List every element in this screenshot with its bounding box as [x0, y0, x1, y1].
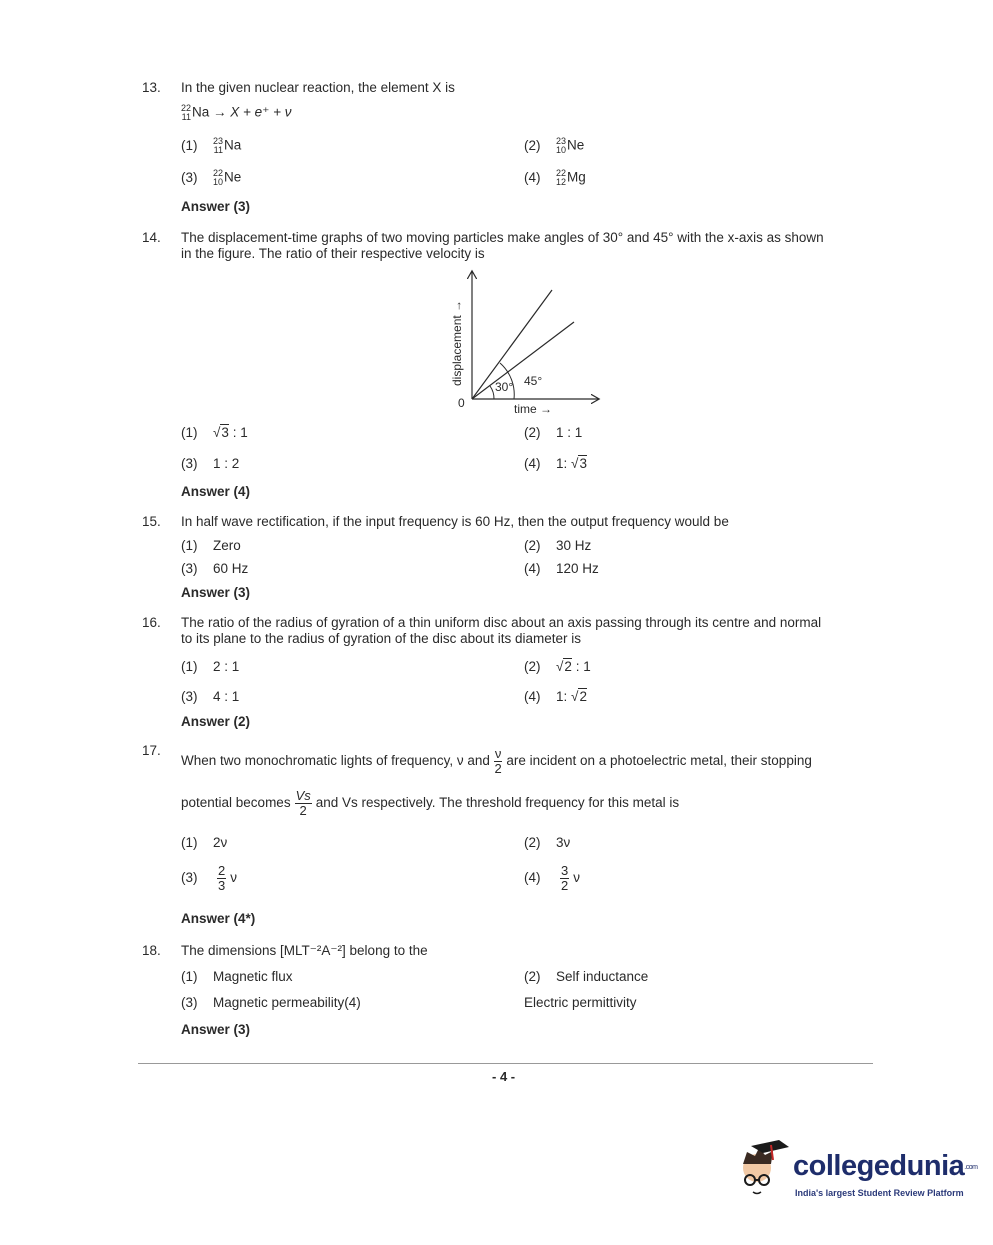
q16-option-1: (1) 2 : 1	[181, 659, 240, 674]
q17-option-3: (3) $\frac{2}{3}$ ν	[181, 863, 237, 893]
q18-option-4: Electric permittivity	[524, 995, 637, 1010]
q17-option-2: (2) 3ν	[524, 835, 571, 850]
q14-answer: Answer (4)	[181, 484, 251, 499]
q13-equation: 22 11 Na → X + e⁺ + ν	[181, 103, 292, 122]
line-30	[472, 322, 574, 399]
q16-text-line2: to its plane to the radius of gyration of the disc about its diameter is	[181, 631, 581, 646]
q17-number: 17.	[142, 743, 161, 758]
q17-answer: Answer (4*)	[181, 911, 256, 926]
q14-number: 14.	[142, 230, 161, 245]
q13-option-4: (4) 22 12 Mg	[524, 168, 586, 187]
q14-option-4: (4) 1: √3	[524, 456, 587, 471]
q15-text: In half wave rectification, if the input frequency is 60 Hz, then the output frequency would be	[181, 514, 729, 529]
q15-option-2: (2) 30 Hz	[524, 538, 592, 553]
page-number: - 4 -	[492, 1069, 516, 1084]
q13-option-2: (2) 23 10 Ne	[524, 136, 585, 155]
q15-answer: Answer (3)	[181, 585, 251, 600]
brand-logo-icon	[735, 1138, 791, 1198]
q16-option-2: (2) √2 : 1	[524, 659, 591, 674]
q18-text: The dimensions [MLT⁻²A⁻²] belong to the	[181, 943, 428, 958]
q16-text-line1: The ratio of the radius of gyration of a thin uniform disc about an axis passing through its centre and normal	[181, 615, 822, 630]
q18-option-1: (1) Magnetic flux	[181, 969, 293, 984]
arc-30	[490, 386, 494, 399]
q14-figure	[440, 262, 620, 422]
q17-option-1: (1) 2ν	[181, 835, 228, 850]
q16-answer: Answer (2)	[181, 714, 251, 729]
q18-option-2: (2) Self inductance	[524, 969, 649, 984]
q15-option-3: (3) 60 Hz	[181, 561, 249, 576]
angle-45-label: 45°	[524, 374, 543, 388]
q15-option-1: (1) Zero	[181, 538, 241, 553]
q17-line2: potential becomes $\frac{Vs}{2}$ and Vs respectively. The threshold frequency for this metal is	[181, 788, 680, 818]
q14-option-3: (3) 1 : 2	[181, 456, 240, 471]
q17-option-4: (4) $\frac{3}{2}$ ν	[524, 863, 580, 893]
footer-divider	[138, 1063, 873, 1064]
q13-option-1: (1) 23 11 Na	[181, 136, 242, 155]
q13-option-3: (3) 22 10 Ne	[181, 168, 242, 187]
q18-option-3: (3) Magnetic permeability(4)	[181, 995, 361, 1010]
brand-name: collegedunia.com	[793, 1150, 978, 1182]
q15-option-4: (4) 120 Hz	[524, 561, 599, 576]
q18-number: 18.	[142, 943, 161, 958]
angle-30-label: 30°	[495, 380, 514, 394]
q16-option-4: (4) 1: √2	[524, 689, 587, 704]
q13-number: 13.	[142, 80, 161, 95]
q13-text: In the given nuclear reaction, the element X is	[181, 80, 455, 95]
q14-text-line1: The displacement-time graphs of two moving particles make angles of 30° and 45° with the x-axis as shown	[181, 230, 824, 245]
q17-line1: When two monochromatic lights of frequency, ν and $\frac{\nu}{2}$ are incident on a photoelectric metal, their stopping	[181, 746, 812, 776]
brand-tagline: India's largest Student Review Platform	[795, 1188, 964, 1198]
q14-text-line2: in the figure. The ratio of their respective velocity is	[181, 246, 485, 261]
q16-number: 16.	[142, 615, 161, 630]
q14-option-2: (2) 1 : 1	[524, 425, 583, 440]
q15-number: 15.	[142, 514, 161, 529]
q16-option-3: (3) 4 : 1	[181, 689, 240, 704]
x-axis-label: time →	[514, 402, 553, 416]
origin-label: 0	[458, 396, 465, 410]
q13-answer: Answer (3)	[181, 199, 251, 214]
y-axis-label: displacement →	[450, 299, 464, 386]
q18-answer: Answer (3)	[181, 1022, 251, 1037]
q14-option-1: (1) √3 : 1	[181, 425, 248, 440]
